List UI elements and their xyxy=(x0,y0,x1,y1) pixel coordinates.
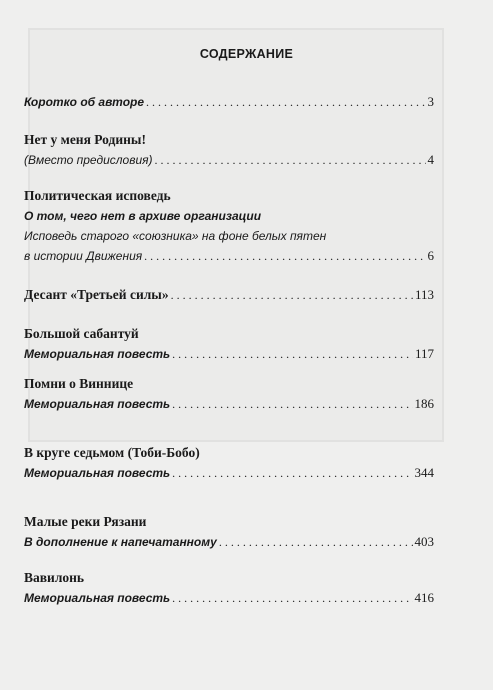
dot-leader xyxy=(172,394,412,414)
page-number: 6 xyxy=(427,248,434,263)
page-number: 344 xyxy=(414,465,434,480)
dot-leader xyxy=(172,463,412,483)
toc-entry xyxy=(24,186,434,266)
toc-entry-subtitle: в истории Движения xyxy=(24,249,143,263)
toc-line xyxy=(24,568,434,588)
dot-leader xyxy=(171,285,413,305)
toc-line-with-page xyxy=(24,344,434,364)
toc-line-with-page xyxy=(24,246,434,266)
toc-line xyxy=(24,324,434,344)
toc-entry-title: Нет у меня Родины! xyxy=(24,132,146,147)
toc-entry xyxy=(24,512,434,552)
toc-entry-subtitle: Коротко об авторе xyxy=(24,95,145,109)
page-number: 416 xyxy=(414,590,434,605)
dot-leader xyxy=(155,150,426,170)
toc-entry-subtitle: Исповедь старого «союзника» на фоне белых пятен xyxy=(24,229,327,243)
toc-line-with-page xyxy=(24,394,434,414)
toc-entry-title: Большой сабантуй xyxy=(24,326,139,341)
dot-leader xyxy=(219,532,413,552)
toc-entry xyxy=(24,324,434,364)
toc-line-with-page xyxy=(24,92,434,112)
toc-line-with-page xyxy=(24,532,434,552)
page-number: 186 xyxy=(414,396,434,411)
toc-entry-title: В круге седьмом (Тоби-Бобо) xyxy=(24,445,200,460)
toc-entry-subtitle: Мемориальная повесть xyxy=(24,397,171,411)
toc-entry-subtitle: В дополнение к напечатанному xyxy=(24,535,217,549)
toc-entry-title: Вавилонь xyxy=(24,570,85,585)
toc-line-with-page xyxy=(24,588,434,608)
toc-entry xyxy=(24,130,434,170)
toc-line-with-page xyxy=(24,150,434,170)
toc-line xyxy=(24,226,434,246)
toc-line xyxy=(24,130,434,150)
toc-entry-subtitle: Мемориальная повесть xyxy=(24,347,171,361)
toc-entry xyxy=(24,443,434,483)
toc-line xyxy=(24,443,434,463)
toc-line xyxy=(24,186,434,206)
dot-leader xyxy=(172,588,412,608)
toc-line-with-page xyxy=(24,285,434,305)
toc-line xyxy=(24,206,434,226)
page-number: 117 xyxy=(414,346,434,361)
page-number: 113 xyxy=(414,287,434,302)
toc-entry xyxy=(24,92,434,112)
toc-entry-subtitle: Мемориальная повесть xyxy=(24,466,171,480)
dot-leader xyxy=(146,92,425,112)
toc-line xyxy=(24,512,434,532)
toc-entry-title: Политическая исповедь xyxy=(24,188,171,203)
toc-line xyxy=(24,374,434,394)
toc-entry xyxy=(24,285,434,305)
toc-entry-title: Помни о Виннице xyxy=(24,376,134,391)
toc-entry-subtitle: (Вместо предисловия) xyxy=(24,153,153,167)
toc-entry-title: Десант «Третьей силы» xyxy=(24,287,169,302)
toc-entry xyxy=(24,374,434,414)
toc-entry-title: Малые реки Рязани xyxy=(24,514,147,529)
dot-leader xyxy=(172,344,413,364)
toc-line-with-page xyxy=(24,463,434,483)
toc-entry-subtitle: Мемориальная повесть xyxy=(24,591,171,605)
page-number: 403 xyxy=(414,534,434,549)
toc-entry-subtitle: О том, чего нет в архиве организации xyxy=(24,209,262,223)
page-number: 4 xyxy=(427,152,434,167)
page-title: СОДЕРЖАНИЕ xyxy=(199,47,294,61)
toc-entry xyxy=(24,568,434,608)
dot-leader xyxy=(144,246,425,266)
page-number: 3 xyxy=(427,94,434,109)
